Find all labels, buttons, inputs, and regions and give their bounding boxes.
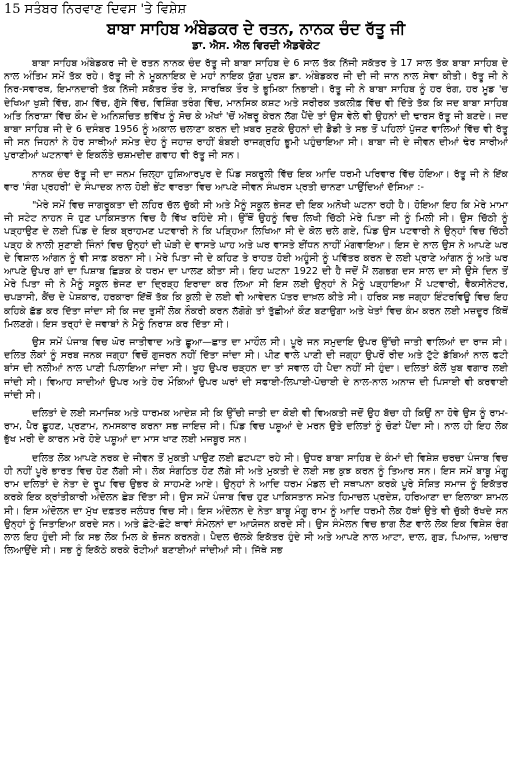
paragraph-ad-dharm: ਦਲਿਤ ਲੋਕ ਆਪਣੇ ਨਰਕ ਦੇ ਜੀਵਨ ਤੋਂ ਮੁਕਤੀ ਪਾਉਣ ਲਈ ਛਟਪਟਾ ਰਹੇ ਸੀ। ਉਧਰ ਬਾਬਾ ਸਾਹਿਬ ਦੇ ਕੰਮਾਂ ਦੀ ਵਿਸ਼ੇਸ਼ ਚਰਚਾ ਪੰਜਾਬ ਵਿਚ ਹੀ ਨਹੀਂ ਪੂਰੇ ਭਾਰਤ ਵਿਚ ਹੋਣ ਲੱਗੀ ਸੀ। ਲੋਕ ਸੰਗਠਿਤ ਹੋਣ ਲੱਗੇ ਸੀ ਅਤੇ ਮੁਕਤੀ ਦੇ ਲਈ ਸਭ ਕੁਝ ਕਰਨ ਨੂੰ ਤਿਆਰ ਸਨ। ਇਸ ਸਮੇਂ ਬਾਬੂ ਮੰਗੂ ਰਾਮ ਦਲਿਤਾਂ ਦੇ ਨੇਤਾ ਦੇ ਰੂਪ ਵਿਚ ਉਭਰ ਕੇ ਸਾਹਮਣੇ ਆਏ। ਉਨ੍ਹਾਂ ਨੇ ਆਦਿ ਧਰਮ ਮੰਡਲ ਦੀ ਸਥਾਪਨਾ ਕਰਕੇ ਪੂਰੇ ਸੋਸ਼ਿਤ ਸਮਾਜ ਨੂੰ ਇਕੱਤਰ ਕਰਕੇ ਇਕ ਕ੍ਰਾਂਤੀਕਾਰੀ ਅੰਦੋਲਨ ਛੇੜ ਦਿੱਤਾ ਸੀ। ਉਸ ਸਮੇਂ ਪੰਜਾਬ ਵਿਚ ਹੁਣ ਪਾਕਿਸਤਾਨ ਸਮੇਤ ਹਿਮਾਚਲ ਪ੍ਰਦੇਸ਼, ਹਰਿਆਣਾ ਦਾ ਇਲਾਕਾ ਸ਼ਾਮਲ ਸੀ। ਇਸ ਅੰਦੋਲਨ ਦਾ ਮੁੱਖ ਦਫ਼ਤਰ ਜਲੰਧਰ ਵਿਚ ਸੀ। ਇਸ ਅੰਦੋਲਨ ਦੇ ਨੇਤਾ ਬਾਬੂ ਮੰਗੂ ਰਾਮ ਨੂੰ ਆਦਿ ਧਰਮੀ ਲੋਕ ਹੱਥਾਂ ਉਤੇ ਵੀ ਚੁੱਕੀ ਰੱਖਦੇ ਸਨ ਉਨ੍ਹਾਂ ਨੂੰ ਜਿਤਾਇਆ ਕਰਦੇ ਸਨ। ਅਤੇ ਛੋਟੇ-ਛੋਟੇ ਥਾਵਾਂ ਸੰਮੇਲਨਾਂ ਦਾ ਆਯੋਜਨ ਕਰਦੇ ਸੀ। ਉਸ ਸੰਮੇਲਨ ਵਿਚ ਭਾਗ ਲੈਣ ਵਾਲੇ ਲੋਕ ਇਕ ਵਿਸ਼ੇਸ਼ ਰੰਗ ਲਾਲ ਇਹ ਹੁੰਦੀ ਸੀ ਕਿ ਸਭ ਲੋਕ ਮਿਲ ਕੇ ਭੋਜਨ ਕਰਨਗੇ। ਪੈਦਲ ਚੱਲਕੇ ਇਕੱਤਰ ਹੁੰਦੇ ਸੀ ਅਤੇ ਆਪਣੇ ਨਾਲ ਆਟਾ, ਦਾਲ, ਗੁੜ, ਪਿਆਜ਼, ਅਚਾਰ ਲਿਆਉਂਦੇ ਸੀ। ਸਭ ਨੂੰ ਇਕੱਠੇ ਕਰਕੇ ਰੋਟੀਆਂ ਬਣਾਈਆਂ ਜਾਂਦੀਆਂ ਸੀ। ਜਿੱਥੇ ਸਭ	[4, 452, 508, 557]
paragraph-birth: ਨਾਨਕ ਚੰਦ ਰੱਤੂ ਜੀ ਦਾ ਜਨਮ ਜ਼ਿਲ੍ਹਾ ਹੁਸ਼ਿਆਰਪੁਰ ਦੇ ਪਿੰਡ ਸਕਰੂਲੀ ਵਿੱਚ ਇਕ ਆਦਿ ਧਰਮੀ ਪਰਿਵਾਰ ਵਿੱਚ ਹੋਇਆ। ਰੱਤੂ ਜੀ ਨੇ ਇੱਕ ਵਾਰ 'ਸੰਗ ਪ੍ਰਹਰੀ' ਦੇ ਸੰਪਾਦਕ ਨਾਲ ਹੋਈ ਭੇਂਟ ਵਾਰਤਾ ਵਿਚ ਆਪਣੇ ਜੀਵਨ ਸੰਘਰਸ ਪ੍ਰਤੀ ਚਾਨਣਾ ਪਾਉਂਦਿਆਂ ਦੱਸਿਆ :-	[4, 168, 508, 193]
article-title: ਬਾਬਾ ਸਾਹਿਬ ਅੰਬੇਡਕਰ ਦੇ ਰਤਨ, ਨਾਨਕ ਚੰਦ ਰੱਤੂ ਜੀ	[106, 20, 406, 38]
paragraph-quote: "ਮੇਰੇ ਸਮੇਂ ਵਿਚ ਜਾਗਰੂਕਤਾ ਦੀ ਲਹਿਰ ਚੱਲ ਚੁੱਕੀ ਸੀ ਅਤੇ ਮੈਨੂੰ ਸਕੂਲ ਭੇਜਣ ਦੀ ਇਕ ਅਨੋਖੀ ਘਟਨਾ ਰਹੀ ਹੈ। ਹੋਇਆ ਇਹ ਕਿ ਮੇਰੇ ਮਾਮਾ ਜੀ ਸਟੇਟ ਨਾਹਨ ਜੋ ਹੁਣ ਪਾਕਿਸਤਾਨ ਵਿਚ ਹੈ ਵਿੱਖ ਰਹਿੰਦੇ ਸੀ। ਉੱਥੋਂ ਉਹਨੂੰ ਵਿਚ ਲਿਖੀ ਚਿੱਠੀ ਮੇਰੇ ਪਿਤਾ ਜੀ ਨੂੰ ਮਿਲੀ ਸੀ। ਉਸ ਚਿੱਠੀ ਨੂੰ ਪੜ੍ਹਾਉਣ ਦੇ ਲਈ ਪਿੰਡ ਦੇ ਇਕ ਬ੍ਰਾਹਮਣ ਪਟਵਾਰੀ ਨੇ ਕਿ ਪੜ੍ਹਿਆ ਲਿਖਿਆ ਸੀ ਦੇ ਕੋਲ ਚਲੇ ਗਏ, ਪਿੰਡ ਉਸ ਪਟਵਾਰੀ ਨੇ ਉਨ੍ਹਾਂ ਵਿਚ ਚਿੱਠੀ ਪੜ੍ਹ ਕੇ ਨਾਲੀ ਸੁਣਾਈ ਜਿੰਨਾਂ ਵਿਚ ਉਨ੍ਹਾਂ ਦੀ ਘੋੜੀ ਦੇ ਵਾਸਤੇ ਘਾਹ ਅਤੇ ਘਰ ਵਾਸਤੇ ਈਂਧਨ ਨਾਹੀਂ ਮੰਗਵਾਇਆ। ਇਸ ਦੇ ਨਾਲ ਉਸ ਨੇ ਆਪਣੇ ਘਰ ਦੇ ਵਿਸ਼ਾਲ ਆਂਗਨ ਨੂੰ ਵੀ ਸਾਫ਼ ਕਰਨਾ ਸੀ। ਮੇਰੇ ਪਿਤਾ ਜੀ ਦੇ ਕਹਿਣ ਤੇ ਰਾਹਤ ਹੋਈ ਅਹੂੰਸੀ ਨੂੰ ਪਵਿੱਤਰ ਕਰਨ ਦੇ ਲਈ ਪ੍ਰਾਣੇ ਆਂਗਨ ਨੂੰ ਅਤੇ ਘਰ ਆਪਣੇ ਉਪਰ ਗਾਂ ਦਾ ਪਿਸ਼ਾਬ ਛਿੜਕ ਕੇ ਧਰਮ ਦਾ ਪਾਲਣ ਕੀਤਾ ਸੀ। ਇਹ ਘਟਨਾ 1922 ਦੀ ਹੈ ਜਦੋਂ ਮੈਂ ਲਗਭਗ ਦਸ ਸਾਲ ਦਾ ਸੀ ਉਸੇ ਦਿਨ ਤੋਂ ਮੇਰੇ ਪਿਤਾ ਜੀ ਨੇ ਮੈਨੂੰ ਸਕੂਲ ਭੇਜਣ ਦਾ ਦ੍ਰਿੜ੍ਹ ਇਰਾਦਾ ਕਰ ਲਿਆ ਸੀ ਇਸ ਲਈ ਉਨ੍ਹਾਂ ਨੇ ਮੈਨੂੰ ਪੜ੍ਹਾਇਆ ਮੈਂ ਪਟਵਾਰੀ, ਵੈਕਸੀਨੇਟਰ, ਚਪੜਾਸੀ, ਕੈਂਚ ਦੇ ਪੇਸ਼ਕਾਰ, ਹਰਕਾਰਾ ਇੱਥੋਂ ਤੱਕ ਕਿ ਕੁਲੀ ਦੇ ਲਈ ਵੀ ਆਵੇਦਨ ਪੱਤਰ ਦਾਖ਼ਲ ਕੀਤੇ ਸੀ। ਹਰਿਕ ਸਭ ਜਗ੍ਹਾ ਇੰਟਰਵਿਊ ਵਿਚ ਇਹ ਕਹਿਕੇ ਛੱਡ ਕਰ ਦਿੱਤਾ ਜਾਂਦਾ ਸੀ ਕਿ ਜਦ ਤੁਸੀਂ ਲੋਕ ਨੌਕਰੀ ਕਰਨ ਲੱਗੋਗੇ ਤਾਂ ਤੁੱਛੀਆਂ ਕੌਣ ਬਣਾਉਗਾ ਅਤੇ ਖੇਤਾਂ ਵਿਚ ਕੰਮ ਕਰਨ ਲਈ ਮਜ਼ਦੂਰ ਕਿੱਥੋਂ ਮਿਲਣਗੇ। ਇਸ ਤਰ੍ਹਾਂ ਦੇ ਜਵਾਬਾਂ ਨੇ ਮੈਨੂੰ ਨਿਰਾਸ਼ ਕਰ ਦਿੱਤਾ ਸੀ।	[4, 200, 508, 330]
paragraph-dalit-orders: ਦਲਿਤਾਂ ਦੇ ਲਈ ਸਮਾਜਿਕ ਅਤੇ ਧਾਰਮਕ ਆਦੇਸ਼ ਸੀ ਕਿ ਉੱਚੀ ਜਾਤੀ ਦਾ ਕੋਈ ਵੀ ਵਿਅਕਤੀ ਜਦੋਂ ਉਹ ਬੱਚਾ ਹੀ ਕਿਉਂ ਨਾ ਹੋਵੇ ਉਸ ਨੂੰ ਰਾਮ-ਰਾਮ, ਪੈਰ ਛੂਹਣ, ਪ੍ਰਣਾਮ, ਨਮਸਕਾਰ ਕਰਨਾ ਸਭ ਜਾਇਜ਼ ਸੀ। ਪਿੰਡ ਵਿਚ ਪਸ਼ੂਆਂ ਦੇ ਮਰਨ ਉਤੇ ਦਲਿਤਾਂ ਨੂੰ ਚੋਣਾਂ ਪੈਂਦਾ ਸੀ। ਨਾਲ ਹੀ ਇਹ ਲੋਕ ਭੁੱਖ ਮਰੀ ਦੇ ਕਾਰਨ ਮਰੇ ਹੋਏ ਪਸ਼ੂਆਂ ਦਾ ਮਾਸ ਖਾਣ ਲਈ ਮਜਬੂਰ ਸਨ।	[4, 408, 508, 446]
paragraph-punjab-caste: ਉਸ ਸਮੇਂ ਪੰਜਾਬ ਵਿਚ ਘੋਰ ਜਾਤੀਵਾਦ ਅਤੇ ਛੂਆ—ਛਾਤ ਦਾ ਮਾਹੌਲ ਸੀ। ਪੂਰੇ ਜਨ ਸਮੁਦਾਇ ਉਪਰ ਉੱਚੀ ਜਾਤੀ ਵਾਲਿਆਂ ਦਾ ਰਾਜ ਸੀ। ਦਲਿਤ ਲੋਕਾਂ ਨੂੰ ਸਰਬ ਜਨਕ ਜਗ੍ਹਾ ਵਿਚੋਂ ਗੁਜਰਨ ਨਹੀਂ ਦਿੱਤਾ ਜਾਂਦਾ ਸੀ। ਪੀਣ ਵਾਲੇ ਪਾਣੀ ਦੀ ਜਗ੍ਹਾ ਉਪਰੋਂ ਰੀਦ ਅਤੇ ਟੁੱਟੇ ਡੱਬਿਆਂ ਨਾਲ ਫਟੀ ਬਾਂਸ ਦੀ ਨਲੀਆਂ ਨਾਲ ਪਾਣੀ ਪਿਲਾਇਆ ਜਾਂਦਾ ਸੀ। ਖੂਹ ਉਪਰ ਚੜ੍ਹਨ ਦਾ ਤਾਂ ਸਵਾਲ ਹੀ ਪੈਦਾ ਨਹੀਂ ਸੀ ਹੁੰਦਾ। ਦਲਿਤਾਂ ਕੋਲੋਂ ਖੁਬ ਵਗਾਰ ਲਈ ਜਾਂਦੀ ਸੀ। ਵਿਆਹ ਸਾਦੀਆਂ ਉਪਰ ਅਤੇ ਹੋਰ ਮੌਕਿਆਂ ਉਪਰ ਘਰਾਂ ਦੀ ਸਫਾਈ-ਲਿਪਾਈ-ਪੋਚਾਈ ਦੇ ਨਾਲ-ਨਾਲ ਅਨਾਜ ਦੀ ਪਿਸਾਈ ਵੀ ਕਰਵਾਈ ਜਾਂਦੀ ਸੀ।	[4, 337, 508, 401]
paragraph-intro: ਬਾਬਾ ਸਾਹਿਬ ਅੰਬੇਡਕਰ ਜੀ ਦੇ ਰਤਨ ਨਾਨਕ ਚੰਦ ਰੱਤੂ ਜੀ ਬਾਬਾ ਸਾਹਿਬ ਦੇ 6 ਸਾਲ ਤੱਕ ਨਿੱਜੀ ਸਕੱਤਰ ਤੇ 17 ਸਾਲ ਤੱਕ ਬਾਬਾ ਸਾਹਿਬ ਦੇ ਨਾਲ ਅੰਤਿਮ ਸਮੇਂ ਤੱਕ ਰਹੇ। ਰੱਤੂ ਜੀ ਨੇ ਮੂਕਨਾਇਕ ਦੇ ਮਹਾਂ ਨਾਇਕ ਯੁੱਗ ਪੁਰਸ਼ ਡਾ. ਅੰਬੇਡਕਰ ਜੀ ਦੀ ਜੀ ਜਾਨ ਨਾਲ ਸੇਵਾ ਕੀਤੀ। ਰੱਤੂ ਜੀ ਨੇ ਨਿਰ-ਸਵਾਰਥ, ਇਮਾਨਦਾਰੀ ਤੱਕ ਨਿੱਜੀ ਸਕੱਤਰ ਤੌਰ ਤੇ, ਸਾਰਥਿਕ ਤੌਰ ਤੇ ਭੂਮਿਕਾ ਨਿਭਾਈ। ਰੱਤੂ ਜੀ ਨੇ ਬਾਬਾ ਸਾਹਿਬ ਨੂੰ ਹਰ ਰੰਗ, ਹਰ ਮੂਡ 'ਚ ਦੇਖਿਆ ਖੁਸ਼ੀ ਵਿੱਚ, ਗਮ ਵਿੱਚ, ਗੁੱਸੇ ਵਿੱਚ, ਵਿਸ਼ਿੰਗ ਤਰੰਗ ਵਿੱਚ, ਮਾਨਸਿਕ ਕਸ਼ਟ ਅਤੇ ਸਰੀਰਕ ਤਕਲੀਫ਼ ਵਿੱਚ ਵੀ ਦਿੱਤੇ ਤੱਕ ਕਿ ਜਦ ਬਾਬਾ ਸਾਹਿਬ ਅਤਿ ਨਿਰਾਸ਼ਾ ਵਿੱਚ ਕੌਮ ਦੇ ਅਨਿਸ਼ਚਿਤ ਭਵਿੱਖ ਨੂੰ ਸੋਚ ਕੇ ਅੱਖਾਂ 'ਚੋਂ ਅੱਥਰੂ ਕੇਰਨ ਲੱਗ ਪੈਂਦੇ ਤਾਂ ਉਸ ਵੇਲੇ ਵੀ ਉਹਨਾਂ ਦੀ ਢਾਰਸ ਰੱਤੂ ਜੀ ਬਣਦੇ। ਜਦ ਬਾਬਾ ਸਾਹਿਬ ਜੀ ਦੇ 6 ਦਸੰਬਰ 1956 ਨੂੰ ਅਕਾਲ ਚਲਾਣਾ ਕਰਨ ਦੀ ਖ਼ਬਰ ਸੁਣਕੇ ਉਹਨਾਂ ਦੀ ਡੈਡੀ ਤੇ ਸਭ ਤੋਂ ਪਹਿਲਾਂ ਪੁੱਜਣ ਵਾਲਿਆਂ ਵਿੱਚ ਵੀ ਰੱਤੂ ਜੀ ਸਨ ਜਿਹਨਾਂ ਨੇ ਹੋਰ ਸਾਥੀਆਂ ਸਮੇਤ ਦੇਹ ਨੂੰ ਜਹਾਜ਼ ਰਾਹੀਂ ਬੰਬਈ ਰਾਜਗ੍ਰਹਿ ਭੂਮੀ ਪਹੁੰਚਾਇਆ ਸੀ। ਬਾਬਾ ਜੀ ਦੇ ਜੀਵਨ ਦੀਆਂ ਢੇਰ ਸਾਰੀਆਂ ਪੁਰਾਣੀਆਂ ਘਟਨਾਵਾਂ ਦੇ ਇਕਲੌਤੇ ਚਸ਼ਮਦੀਦ ਗਵਾਹ ਵੀ ਰੱਤੂ ਜੀ ਸਨ।	[4, 58, 508, 162]
date-line: 15 ਸਤੰਬਰ ਨਿਰਵਾਣ ਦਿਵਸ 'ਤੇ ਵਿਸ਼ੇਸ਼	[4, 2, 187, 17]
author-byline: ਡਾ. ਐਸ. ਐਲ ਵਿਰਦੀ ਐਡਵੋਕੇਟ	[192, 40, 320, 52]
